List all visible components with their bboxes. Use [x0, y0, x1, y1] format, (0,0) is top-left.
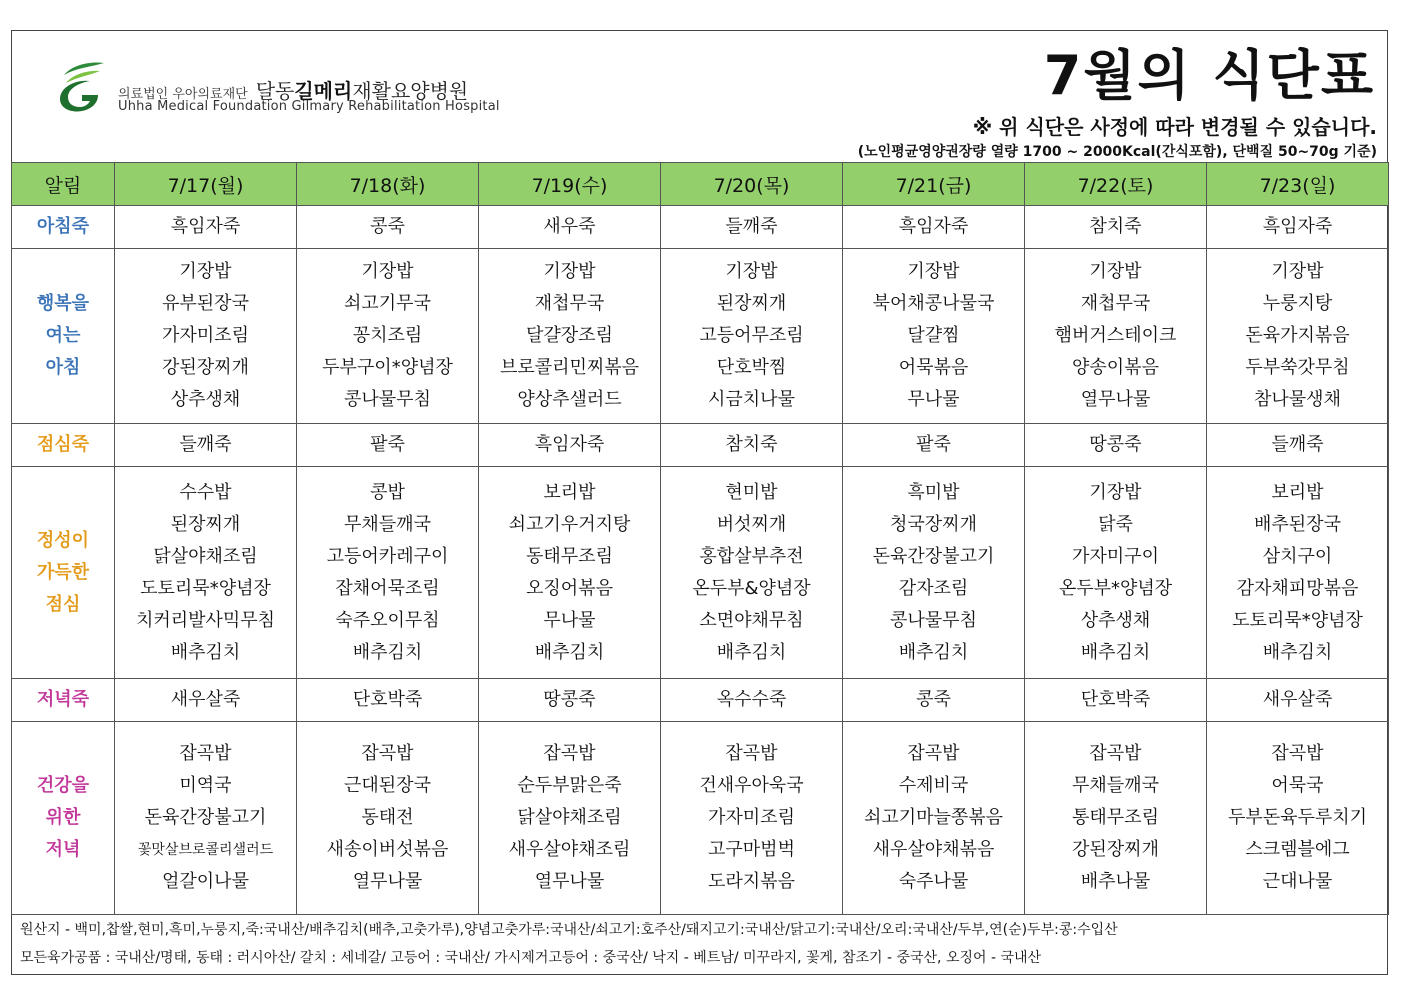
menu-cell	[661, 249, 843, 424]
menu-item: 열무나물	[352, 871, 423, 892]
menu-item: 유부된장국	[162, 293, 249, 314]
meal-label-line: 점심죽	[36, 434, 90, 455]
menu-cell	[843, 467, 1025, 679]
menu-cell	[479, 467, 661, 679]
change-notice: ※ 위 식단은 사정에 따라 변경될 수 있습니다.	[972, 115, 1377, 139]
hospital-logo-icon	[50, 59, 114, 115]
menu-item: 배추김치	[352, 641, 423, 663]
menu-item: 꽃맛살브로콜리샐러드	[137, 842, 274, 858]
menu-item: 단호박찜	[716, 357, 787, 378]
menu-item: 현미밥	[725, 481, 778, 503]
meal-label	[12, 424, 115, 467]
menu-cell	[1025, 206, 1207, 249]
menu-item: 닭죽	[1098, 513, 1133, 535]
menu-item: 얼갈이나물	[162, 871, 249, 892]
menu-item: 잡채어묵조림	[335, 577, 440, 599]
menu-cell	[661, 722, 843, 915]
menu-item: 열무나물	[534, 871, 605, 892]
menu-item: 단호박죽	[1080, 689, 1151, 710]
menu-item: 달걀찜	[907, 325, 960, 346]
meal-label-line: 위한	[45, 807, 81, 828]
menu-item: 콩죽	[370, 216, 405, 237]
page-title: 7월의 식단표	[1043, 44, 1375, 107]
foundation-name: 의료법인 우아의료재단	[118, 87, 248, 102]
menu-item: 배추된장국	[1254, 513, 1341, 535]
menu-item: 꽁치조림	[352, 325, 423, 346]
menu-item: 미역국	[179, 775, 232, 796]
menu-cell	[1025, 424, 1207, 467]
menu-item: 어묵국	[1271, 775, 1324, 796]
menu-item: 흑임자죽	[898, 216, 969, 237]
menu-cell	[297, 722, 479, 915]
menu-item: 순두부맑은죽	[517, 775, 622, 796]
meal-label-line: 저녁죽	[36, 689, 90, 710]
menu-item: 스크렘블에그	[1245, 839, 1350, 860]
menu-item: 버섯찌개	[716, 513, 787, 535]
origin-line-2: 모든육가공품 : 국내산/명태, 동태 : 러시아산/ 갈치 : 세네갈/ 고등어 : 국내산/ 가시제거고등어 : 중국산/ 낙지 - 베트남/ 미꾸라지, 꽃게, 참조기 - 중국산, 오징어 - 국내산	[20, 950, 1042, 966]
menu-item: 팥죽	[370, 434, 405, 455]
menu-item: 새우살죽	[1262, 689, 1333, 710]
menu-cell	[661, 206, 843, 249]
menu-item: 고등어카레구이	[326, 545, 449, 567]
day-header: 7/19(수)	[479, 163, 661, 206]
menu-row	[12, 467, 1389, 679]
day-header: 7/22(토)	[1025, 163, 1207, 206]
meal-label-line: 저녁	[45, 839, 81, 860]
menu-cell	[115, 249, 297, 424]
origin-line-1: 원산지 - 백미,찹쌀,현미,흑미,누룽지,죽:국내산/배추김치(배추,고춧가루),양념고춧가루:국내산/쇠고기:호주산/돼지고기:국내산/닭고기:국내산/오리:국내산/두부,연(순)두부:콩:수입산	[20, 922, 1118, 938]
meal-label	[12, 679, 115, 722]
menu-cell	[297, 206, 479, 249]
menu-item: 기장밥	[543, 261, 596, 282]
menu-item: 가자미구이	[1072, 545, 1159, 567]
menu-item: 잡곡밥	[1271, 743, 1324, 764]
menu-cell	[479, 249, 661, 424]
menu-item: 재첩무국	[534, 293, 605, 314]
menu-cell	[1207, 722, 1389, 915]
menu-row	[12, 679, 1389, 722]
menu-item: 콩죽	[916, 689, 951, 710]
menu-item: 땅콩죽	[543, 689, 596, 710]
origin-footer	[12, 916, 1387, 974]
menu-item: 잡곡밥	[1089, 743, 1142, 764]
menu-item: 흑임자죽	[1262, 216, 1333, 237]
menu-item: 새우살야채볶음	[872, 839, 995, 860]
menu-cell	[297, 467, 479, 679]
day-header: 7/23(일)	[1207, 163, 1389, 206]
meal-label-line: 아침	[45, 357, 81, 378]
menu-item: 들깨죽	[179, 434, 232, 455]
menu-cell	[1207, 424, 1389, 467]
menu-item: 배추김치	[1080, 641, 1151, 663]
menu-item: 도라지볶음	[708, 871, 795, 892]
menu-item: 쇠고기무국	[344, 293, 431, 314]
nutrition-standard: (노인평균영양권장량 열량 1700 ~ 2000Kcal(간식포함), 단백질 50~70g 기준)	[857, 144, 1377, 160]
menu-cell	[1207, 249, 1389, 424]
menu-item: 기장밥	[1271, 261, 1324, 282]
menu-cell	[661, 424, 843, 467]
menu-item: 돈육간장불고기	[144, 807, 267, 828]
menu-cell	[843, 249, 1025, 424]
menu-item: 숙주나물	[898, 871, 969, 892]
menu-cell	[843, 424, 1025, 467]
menu-item: 감자채피망볶음	[1236, 577, 1359, 599]
meal-label-line: 여는	[45, 325, 81, 346]
menu-item: 두부구이*양념장	[322, 357, 453, 378]
menu-item: 잡곡밥	[361, 743, 414, 764]
meal-label-line: 점심	[45, 593, 81, 615]
menu-item: 숙주오이무침	[335, 609, 440, 631]
meal-label	[12, 722, 115, 915]
menu-cell	[479, 424, 661, 467]
day-header: 7/20(목)	[661, 163, 843, 206]
menu-row	[12, 206, 1389, 249]
menu-item: 두부쑥갓무침	[1245, 357, 1350, 378]
menu-item: 참나물생채	[1254, 389, 1341, 410]
meal-label	[12, 467, 115, 679]
menu-row	[12, 722, 1389, 915]
menu-item: 무나물	[907, 389, 960, 410]
day-header: 7/21(금)	[843, 163, 1025, 206]
menu-item: 상추생채	[170, 389, 241, 410]
menu-item: 새우살야채조림	[508, 839, 631, 860]
menu-item: 고등어무조림	[699, 325, 804, 346]
menu-item: 북어채콩나물국	[872, 293, 995, 314]
menu-cell	[479, 722, 661, 915]
menu-cell	[661, 679, 843, 722]
menu-item: 된장찌개	[716, 293, 787, 314]
menu-cell	[297, 679, 479, 722]
hospital-name-prefix: 달동	[255, 79, 295, 103]
menu-item: 보리밥	[1271, 481, 1324, 503]
menu-item: 삼치구이	[1262, 545, 1333, 567]
menu-table	[11, 162, 1389, 915]
menu-cell	[479, 206, 661, 249]
menu-item: 소면야채무침	[699, 609, 804, 631]
menu-item: 오징어볶음	[526, 577, 613, 599]
menu-item: 참치죽	[725, 434, 778, 455]
menu-item: 무나물	[543, 609, 596, 631]
menu-item: 기장밥	[1089, 481, 1142, 503]
menu-cell	[297, 249, 479, 424]
menu-item: 양송이볶음	[1072, 357, 1159, 378]
menu-item: 쇠고기마늘쫑볶음	[863, 807, 1004, 828]
menu-item: 홍합살부추전	[699, 545, 804, 567]
menu-sheet	[11, 30, 1388, 975]
menu-item: 기장밥	[907, 261, 960, 282]
menu-item: 강된장찌개	[1072, 839, 1159, 860]
menu-item: 옥수수죽	[716, 689, 787, 710]
menu-item: 단호박죽	[352, 689, 423, 710]
meal-label-line: 건강을	[36, 775, 90, 796]
menu-item: 기장밥	[361, 261, 414, 282]
menu-cell	[843, 722, 1025, 915]
menu-cell	[1025, 722, 1207, 915]
meal-label	[12, 249, 115, 424]
menu-item: 동태무조림	[526, 545, 613, 567]
menu-item: 가자미조림	[162, 325, 249, 346]
corner-label: 알림	[12, 163, 115, 206]
menu-item: 햄버거스테이크	[1054, 325, 1177, 346]
hospital-name-en: Uhha Medical Foundation Gilmary Rehabilitation Hospital	[118, 99, 500, 114]
menu-item: 동태전	[361, 807, 414, 828]
menu-item: 새우살죽	[170, 689, 241, 710]
hospital-name-suffix: 재활요양병원	[352, 79, 469, 103]
menu-item: 배추김치	[898, 641, 969, 663]
menu-item: 보리밥	[543, 481, 596, 503]
menu-item: 배추김치	[1262, 641, 1333, 663]
menu-cell	[843, 679, 1025, 722]
menu-item: 닭살야채조림	[517, 807, 622, 828]
menu-row	[12, 424, 1389, 467]
menu-item: 도토리묵*양념장	[1232, 609, 1363, 631]
menu-item: 건새우아욱국	[699, 775, 804, 796]
menu-item: 달걀장조림	[526, 325, 613, 346]
menu-item: 열무나물	[1080, 389, 1151, 410]
menu-item: 들깨죽	[1271, 434, 1324, 455]
menu-item: 온두부&양념장	[692, 577, 811, 599]
meal-label	[12, 206, 115, 249]
menu-item: 재첩무국	[1080, 293, 1151, 314]
menu-item: 시금치나물	[708, 389, 795, 410]
meal-label-line: 정성이	[36, 529, 90, 551]
menu-item: 배추김치	[534, 641, 605, 663]
menu-cell	[1025, 679, 1207, 722]
menu-item: 잡곡밥	[179, 743, 232, 764]
menu-item: 근대된장국	[344, 775, 431, 796]
menu-item: 청국장찌개	[890, 513, 977, 535]
menu-item: 새송이버섯볶음	[326, 839, 449, 860]
menu-item: 고구마범벅	[708, 839, 795, 860]
menu-item: 땅콩죽	[1089, 434, 1142, 455]
day-header: 7/18(화)	[297, 163, 479, 206]
menu-item: 기장밥	[1089, 261, 1142, 282]
menu-item: 들깨죽	[725, 216, 778, 237]
menu-item: 콩나물무침	[344, 389, 431, 410]
menu-cell	[1025, 249, 1207, 424]
menu-item: 기장밥	[725, 261, 778, 282]
menu-item: 흑임자죽	[170, 216, 241, 237]
menu-item: 된장찌개	[170, 513, 241, 535]
menu-item: 닭살야채조림	[153, 545, 258, 567]
menu-item: 콩나물무침	[890, 609, 977, 631]
menu-item: 수제비국	[898, 775, 969, 796]
menu-item: 치커리발사믹무침	[135, 609, 276, 631]
menu-item: 배추김치	[716, 641, 787, 663]
menu-cell	[115, 679, 297, 722]
menu-item: 온두부*양념장	[1058, 577, 1173, 599]
menu-item: 잡곡밥	[907, 743, 960, 764]
menu-item: 양상추샐러드	[517, 389, 622, 410]
day-header: 7/17(월)	[115, 163, 297, 206]
menu-item: 도토리묵*양념장	[140, 577, 271, 599]
menu-item: 어묵볶음	[898, 357, 969, 378]
menu-cell	[115, 424, 297, 467]
menu-cell	[1207, 206, 1389, 249]
menu-cell	[115, 467, 297, 679]
menu-item: 기장밥	[179, 261, 232, 282]
menu-item: 브로콜리민찌볶음	[499, 357, 640, 378]
menu-item: 배추나물	[1080, 871, 1151, 892]
meal-label-line: 가득한	[36, 561, 90, 583]
menu-item: 팥죽	[916, 434, 951, 455]
menu-item: 가자미조림	[708, 807, 795, 828]
menu-item: 강된장찌개	[162, 357, 249, 378]
day-header-row	[12, 163, 1389, 206]
menu-item: 근대나물	[1262, 871, 1333, 892]
menu-item: 흑임자죽	[534, 434, 605, 455]
menu-cell	[479, 679, 661, 722]
meal-label-line: 행복을	[36, 293, 90, 314]
menu-item: 배추김치	[170, 641, 241, 663]
menu-cell	[115, 206, 297, 249]
menu-item: 누룽지탕	[1262, 293, 1333, 314]
menu-item: 상추생채	[1080, 609, 1151, 631]
hospital-name-bold: 길메리	[294, 79, 353, 103]
menu-item: 통태무조림	[1072, 807, 1159, 828]
menu-item: 새우죽	[543, 216, 596, 237]
menu-item: 쇠고기우거지탕	[508, 513, 631, 535]
menu-cell	[843, 206, 1025, 249]
menu-cell	[661, 467, 843, 679]
menu-row	[12, 249, 1389, 424]
menu-item: 두부돈육두루치기	[1227, 807, 1368, 828]
menu-cell	[297, 424, 479, 467]
menu-cell	[115, 722, 297, 915]
menu-cell	[1207, 679, 1389, 722]
header	[12, 31, 1387, 162]
menu-item: 콩밥	[370, 481, 405, 503]
menu-item: 수수밥	[179, 481, 232, 503]
menu-cell	[1025, 467, 1207, 679]
menu-item: 참치죽	[1089, 216, 1142, 237]
menu-item: 흑미밥	[907, 481, 960, 503]
menu-item: 돈육간장불고기	[872, 545, 995, 567]
menu-item: 돈육가지볶음	[1245, 325, 1350, 346]
menu-item: 잡곡밥	[543, 743, 596, 764]
menu-item: 잡곡밥	[725, 743, 778, 764]
menu-item: 무채들깨국	[1072, 775, 1159, 796]
meal-label-line: 아침죽	[36, 216, 90, 237]
menu-cell	[1207, 467, 1389, 679]
menu-item: 무채들깨국	[344, 513, 431, 535]
menu-item: 감자조림	[898, 577, 969, 599]
